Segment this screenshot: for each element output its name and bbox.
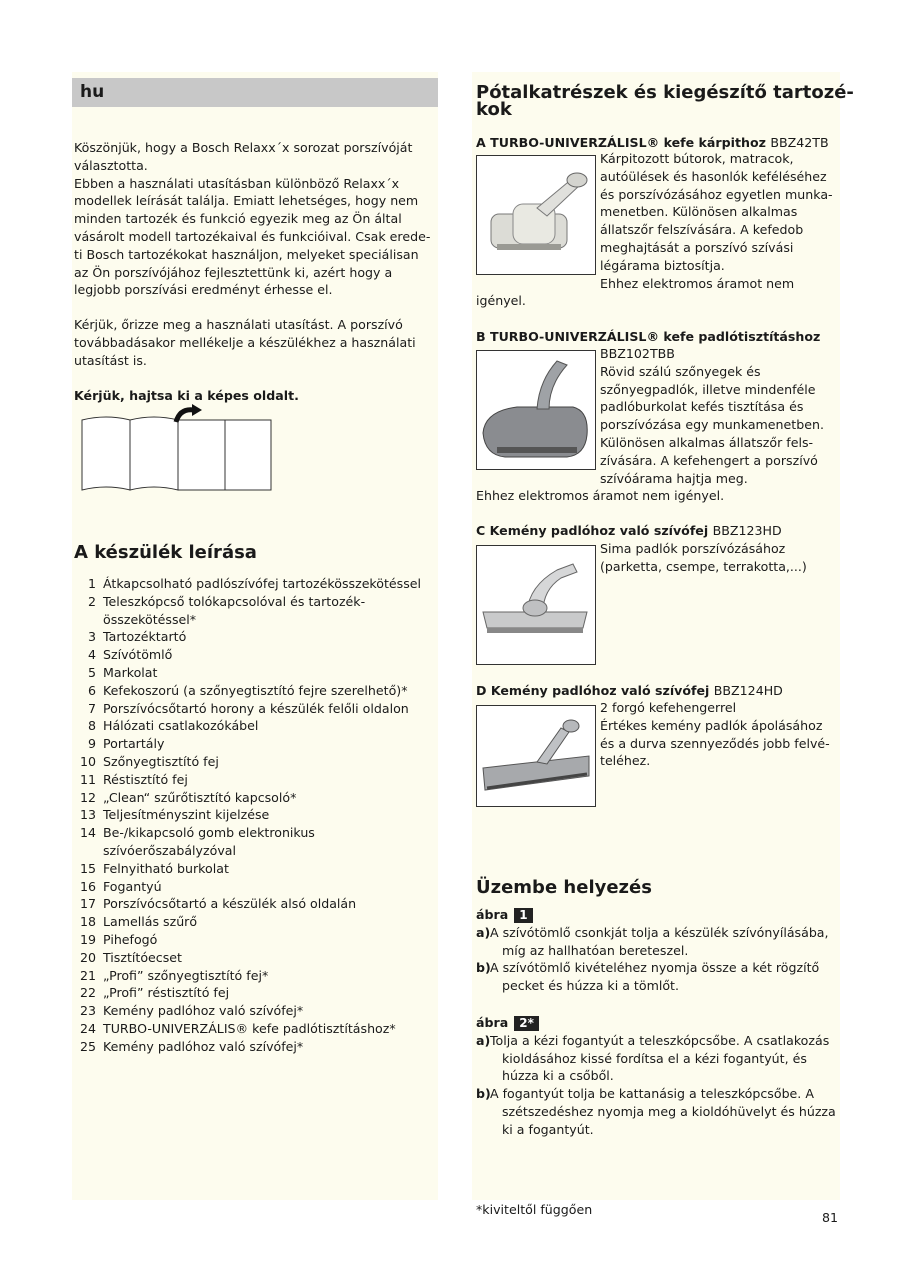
list-item bbox=[74, 753, 440, 771]
list-item bbox=[74, 575, 440, 593]
list-item bbox=[74, 967, 440, 985]
list-item bbox=[74, 824, 440, 860]
item-text: Szívótömlő bbox=[103, 647, 173, 663]
part-b-tail: Ehhez elektromos áramot nem igényel. bbox=[476, 488, 725, 503]
item-text: Tartozéktartó bbox=[103, 629, 187, 645]
text-line: légárama biztosítja. bbox=[600, 257, 725, 273]
parts-heading bbox=[476, 84, 854, 118]
text-line: teléhez. bbox=[600, 753, 651, 769]
text-line: porszívózása egy munkamenetben. bbox=[600, 417, 824, 433]
item-number: 1 bbox=[87, 576, 96, 591]
text-line: menetben. Különösen alkalmas bbox=[600, 204, 798, 220]
item-number: 2 bbox=[87, 593, 96, 609]
text-line: A szívótömlő kivételéhez nyomja össze a két rögzítő bbox=[490, 960, 820, 976]
item-number: 13 bbox=[79, 807, 96, 823]
step-item bbox=[476, 1085, 840, 1138]
turbo-brush-upholstery-image bbox=[476, 155, 596, 275]
item-text: Kemény padlóhoz való szívófej* bbox=[103, 1003, 304, 1019]
item-text: Teleszkópcső tolókapcsolóval és tartozék- bbox=[103, 593, 366, 609]
list-item bbox=[74, 1002, 440, 1020]
text-line: Ehhez elektromos áramot nem bbox=[600, 275, 795, 291]
part-a-title bbox=[476, 135, 829, 150]
text-line: A fogantyút tolja be kattanásig a teleszkópcsőbe. A bbox=[490, 1086, 814, 1102]
text-line: 2 forgó kefehengerrel bbox=[600, 700, 737, 715]
part-c-name: C Kemény padlóhoz való szívófej bbox=[476, 523, 709, 538]
fold-out-illustration bbox=[78, 404, 274, 494]
fold-note: Kérjük, hajtsa ki a képes oldalt. bbox=[74, 388, 299, 403]
item-text: Teljesítményszint kijelzése bbox=[103, 807, 270, 823]
list-item bbox=[74, 860, 440, 878]
item-number: 12 bbox=[79, 789, 96, 805]
item-text: Hálózati csatlakozókábel bbox=[103, 718, 259, 734]
item-text: Lamellás szűrő bbox=[103, 914, 198, 930]
text-line: Köszönjük, hogy a Bosch Relaxx´x sorozat porszívóját bbox=[74, 140, 413, 155]
item-number: 15 bbox=[79, 860, 96, 876]
language-label: hu bbox=[80, 82, 105, 102]
hard-floor-nozzle-brush-image bbox=[476, 705, 596, 807]
item-number: 10 bbox=[79, 753, 96, 769]
text-line: Kérjük, őrizze meg a használati utasítást. A porszívó bbox=[74, 317, 403, 332]
list-item bbox=[74, 895, 440, 913]
item-number: 22 bbox=[79, 985, 96, 1001]
item-text: Markolat bbox=[103, 664, 158, 680]
text-line: Kárpitozott bútorok, matracok, bbox=[600, 151, 794, 166]
item-number: 6 bbox=[87, 682, 96, 698]
text-line: Ebben a használati utasításban különböző Relaxx´x bbox=[74, 175, 400, 191]
figure-label: ábra bbox=[476, 907, 509, 922]
item-number: 20 bbox=[79, 949, 96, 965]
list-item bbox=[74, 931, 440, 949]
text-line: Különösen alkalmas állatszőr fels- bbox=[600, 434, 814, 450]
text-line: szétszedéshez nyomja meg a kioldóhüvelyt és húzza bbox=[502, 1103, 836, 1119]
list-item bbox=[74, 717, 440, 735]
text-line: húzza ki a csőből. bbox=[502, 1068, 614, 1084]
intro-paragraph-2 bbox=[74, 316, 440, 369]
part-d-title bbox=[476, 683, 783, 698]
text-line: szívóárama hajtja meg. bbox=[600, 470, 748, 486]
item-text: Porszívócsőtartó horony a készülék felőli oldalon bbox=[103, 700, 409, 716]
list-item bbox=[74, 949, 440, 967]
text-line: (parketta, csempe, terrakotta,...) bbox=[600, 558, 807, 574]
part-c-title bbox=[476, 523, 782, 538]
item-number: 11 bbox=[79, 771, 96, 787]
nozzle-illustration bbox=[477, 546, 595, 664]
text-line: továbbadásakor mellékelje a készülékhez a használati bbox=[74, 334, 416, 350]
text-line: autóülések és hasonlók keféléséhez bbox=[600, 168, 827, 184]
item-text: Pihefogó bbox=[103, 931, 158, 947]
text-line: míg az hallhatóan bereteszel. bbox=[502, 942, 689, 958]
text-line: kioldásához kissé fordítsa el a kézi fogantyút, és bbox=[502, 1050, 807, 1066]
item-text: Szőnyegtisztító fej bbox=[103, 753, 219, 769]
text-line: utasítást is. bbox=[74, 352, 147, 368]
item-text: „Clean“ szűrőtisztító kapcsoló* bbox=[103, 789, 297, 805]
part-a-code: BBZ42TB bbox=[770, 135, 829, 150]
footnote: *kiviteltől függően bbox=[476, 1202, 593, 1217]
item-text: Átkapcsolható padlószívófej tartozékösszekötéssel bbox=[103, 576, 422, 591]
item-number: 18 bbox=[79, 914, 96, 930]
brush-illustration bbox=[477, 351, 595, 469]
text-line: Rövid szálú szőnyegek és bbox=[600, 363, 761, 379]
item-text: Felnyitható burkolat bbox=[103, 860, 229, 876]
text-line: Sima padlók porszívózásához bbox=[600, 541, 786, 556]
part-d-name: D Kemény padlóhoz való szívófej bbox=[476, 683, 710, 698]
list-item bbox=[74, 789, 440, 807]
list-item bbox=[74, 806, 440, 824]
item-text: Kefekoszorú (a szőnyegtisztító fejre szerelhető)* bbox=[103, 682, 408, 698]
item-text: Porszívócsőtartó a készülék alsó oldalán bbox=[103, 896, 357, 912]
step-item bbox=[476, 959, 840, 995]
list-item bbox=[74, 913, 440, 931]
figure-number-badge: 2* bbox=[514, 1016, 539, 1031]
list-item bbox=[74, 1020, 440, 1038]
part-b-title: B TURBO-UNIVERZÁLISL® kefe padlótisztításhoz bbox=[476, 329, 821, 344]
item-number: 5 bbox=[87, 664, 96, 680]
text-line: minden tartozék és funkció egyezik meg az Ön által bbox=[74, 211, 402, 227]
item-number: 16 bbox=[79, 878, 96, 894]
item-number: 4 bbox=[87, 647, 96, 663]
text-line: legjobb porszívási eredményt érhesse el. bbox=[74, 282, 333, 298]
item-text: Portartály bbox=[103, 736, 165, 752]
heading-line: kok bbox=[476, 99, 512, 120]
text-line: ti Bosch tartozékokat használjon, melyeket speciálisan bbox=[74, 246, 419, 262]
text-line: meghajtását a porszívó szívási bbox=[600, 239, 794, 255]
item-text: TURBO-UNIVERZÁLIS® kefe padlótisztításhoz* bbox=[103, 1020, 396, 1036]
figure-label: ábra bbox=[476, 1015, 509, 1030]
item-text: Be-/kikapcsoló gomb elektronikus bbox=[103, 825, 315, 841]
list-item bbox=[74, 664, 440, 682]
part-d-description bbox=[600, 699, 830, 770]
item-number: 9 bbox=[87, 736, 96, 752]
item-number: 23 bbox=[79, 1003, 96, 1019]
item-number: 7 bbox=[87, 700, 96, 716]
list-item bbox=[74, 984, 440, 1002]
text-line: Tolja a kézi fogantyút a teleszkópcsőbe. A csatlakozás bbox=[490, 1032, 830, 1048]
text-line: állatszőr felszívására. A kefedob bbox=[600, 222, 804, 238]
text-line: BBZ102TBB bbox=[600, 346, 675, 361]
text-line: és a durva szennyeződés jobb felvé- bbox=[600, 735, 830, 751]
text-line: az Ön porszívójához fejlesztettünk ki, azért hogy a bbox=[74, 264, 393, 280]
step-item bbox=[476, 1032, 840, 1085]
page-number: 81 bbox=[822, 1210, 839, 1225]
turbo-brush-floor-image bbox=[476, 350, 596, 470]
step-item bbox=[476, 924, 840, 960]
list-item bbox=[74, 735, 440, 753]
item-number: 25 bbox=[79, 1038, 96, 1054]
intro-paragraph-1 bbox=[74, 139, 440, 299]
text-line: ki a fogantyút. bbox=[502, 1121, 594, 1137]
item-text: Tisztítóecset bbox=[103, 949, 182, 965]
step-label: a) bbox=[476, 1032, 491, 1048]
item-number: 21 bbox=[79, 967, 96, 983]
hard-floor-nozzle-image bbox=[476, 545, 596, 665]
part-b-description bbox=[600, 345, 824, 487]
text-line: Értékes kemény padlók ápolásához bbox=[600, 717, 823, 733]
text-line: választotta. bbox=[74, 157, 148, 173]
text-line: vásárolt modell tartozékaival és funkcióival. Csak erede- bbox=[74, 228, 431, 244]
part-c-description bbox=[600, 540, 807, 576]
item-number: 3 bbox=[87, 629, 96, 645]
item-number: 8 bbox=[87, 718, 96, 734]
text-line: A szívótömlő csonkját tolja a készülék szívónyílásába, bbox=[490, 924, 829, 940]
list-item bbox=[74, 771, 440, 789]
startup-heading: Üzembe helyezés bbox=[476, 877, 652, 898]
text-line: pecket és húzza ki a tömlőt. bbox=[502, 978, 679, 994]
heading-line: Pótalkatrészek és kiegészítő tartozé- bbox=[476, 82, 854, 103]
item-text: összekötéssel* bbox=[103, 611, 197, 627]
text-line: és porszívózásához egyetlen munka- bbox=[600, 186, 833, 202]
figure-2-section bbox=[476, 1014, 840, 1139]
step-label: a) bbox=[476, 924, 491, 940]
text-line: zívására. A kefehengert a porszívó bbox=[600, 452, 818, 468]
list-item bbox=[74, 646, 440, 664]
device-heading: A készülék leírása bbox=[74, 542, 257, 563]
language-bar bbox=[72, 78, 438, 107]
figure-number-badge: 1 bbox=[514, 908, 532, 923]
item-number: 14 bbox=[79, 825, 96, 841]
device-parts-list bbox=[74, 575, 440, 1056]
item-text: „Profi” szőnyegtisztító fej* bbox=[103, 967, 269, 983]
part-a-tail: igényel. bbox=[476, 293, 526, 308]
text-line: szőnyegpadlók, illetve mindenféle bbox=[600, 381, 816, 397]
figure-1-section bbox=[476, 906, 840, 995]
list-item bbox=[74, 682, 440, 700]
step-label: b) bbox=[476, 960, 491, 976]
part-d-code: BBZ124HD bbox=[713, 683, 783, 698]
text-line: padlóburkolat kefés tisztítása és bbox=[600, 399, 804, 415]
list-item bbox=[74, 1038, 440, 1056]
text-line: modellek leírását találja. Emiatt lehetséges, hogy nem bbox=[74, 193, 419, 209]
item-number: 17 bbox=[79, 896, 96, 912]
step-label: b) bbox=[476, 1086, 491, 1102]
item-text: szívóerőszabályzóval bbox=[103, 842, 236, 858]
item-number: 19 bbox=[79, 931, 96, 947]
list-item bbox=[74, 878, 440, 896]
item-text: „Profi” réstisztító fej bbox=[103, 985, 230, 1001]
list-item bbox=[74, 628, 440, 646]
part-c-code: BBZ123HD bbox=[712, 523, 782, 538]
item-text: Kemény padlóhoz való szívófej* bbox=[103, 1038, 304, 1054]
brush-illustration bbox=[477, 156, 595, 274]
list-item bbox=[74, 700, 440, 718]
part-a-name: A TURBO-UNIVERZÁLISL® kefe kárpithoz bbox=[476, 135, 766, 150]
part-a-description bbox=[600, 150, 833, 292]
list-item bbox=[74, 593, 440, 629]
nozzle-illustration bbox=[477, 706, 595, 806]
item-text: Réstisztító fej bbox=[103, 771, 188, 787]
item-text: Fogantyú bbox=[103, 878, 162, 894]
item-number: 24 bbox=[79, 1020, 96, 1036]
